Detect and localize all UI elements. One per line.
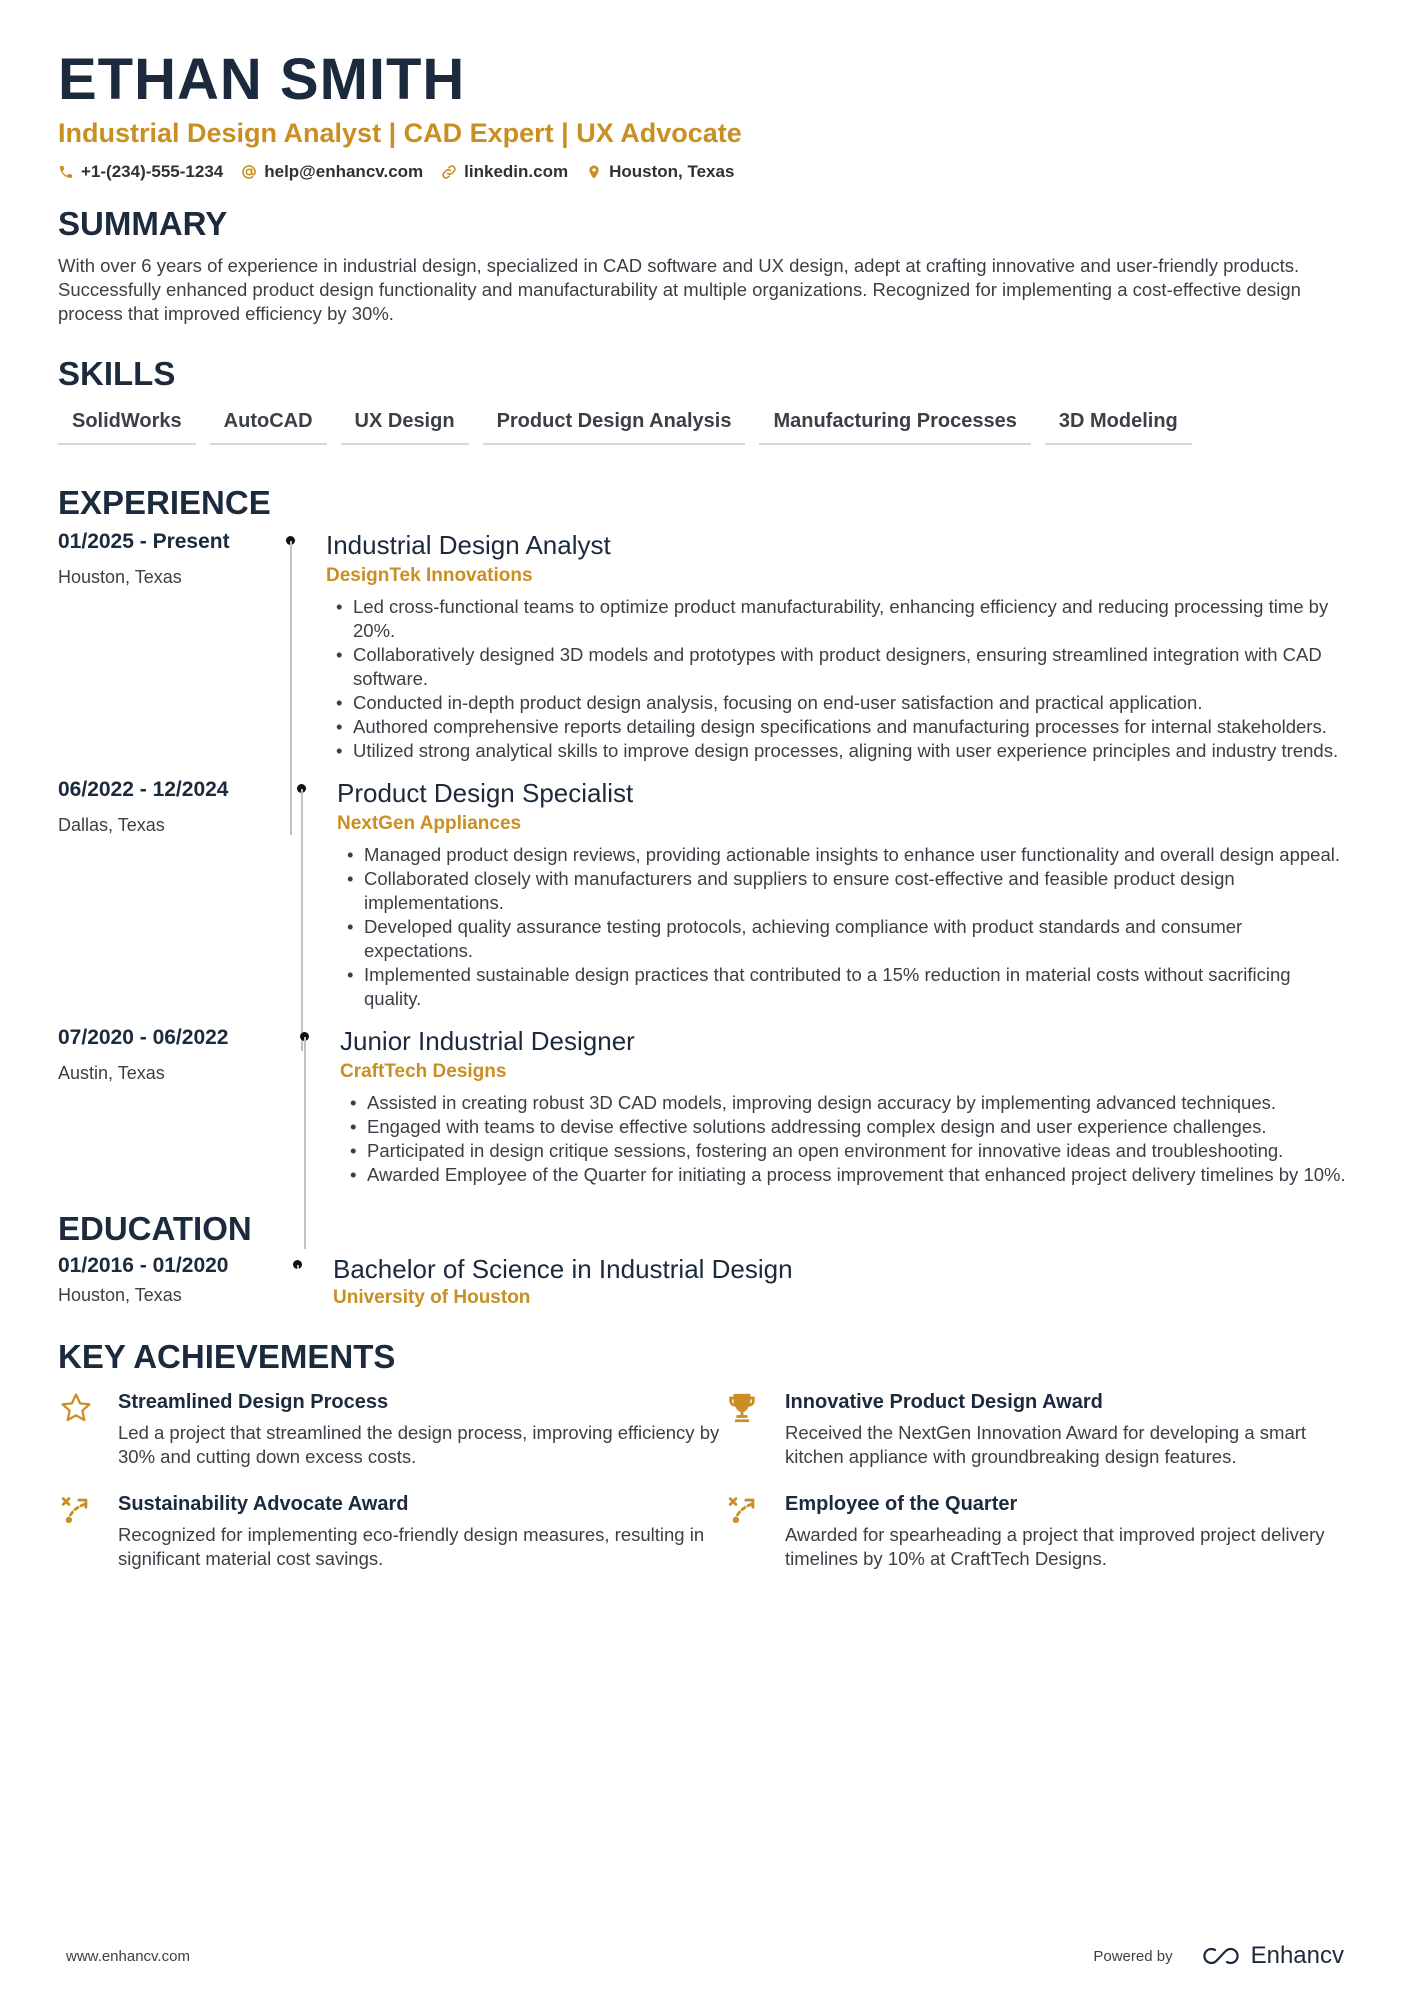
powered-by-label: Powered by [1093,1947,1173,1965]
summary-text: With over 6 years of experience in industrial design, specialized in CAD software and UX design, adept at crafting innovative and user-friendly products. Successfully enhanced product design functionality and manufacturability at multiple organizations. Recognized for implementing a cost-effective design process that improved efficiency by 30%. [58,255,1301,324]
job-bullet: • Conducted in-depth product design analysis, focusing on end-user satisfaction and practical application. [326,691,1352,715]
skill-tag: AutoCAD [210,404,327,445]
footer-website-link[interactable]: www.enhancv.com [66,1947,190,1965]
contact-bar [58,162,1352,182]
skills-heading: SKILLS [58,355,176,392]
education-entry [58,1253,1352,1309]
achievement-desc: Awarded for spearheading a project that improved project delivery timelines by 10% at CraftTech Designs. [785,1524,1325,1569]
timeline-line [297,1265,299,1269]
timeline [297,777,337,1011]
timeline [300,1025,340,1187]
summary-section [58,204,1352,326]
achievement-title: Sustainability Advocate Award [118,1493,409,1515]
job-bullet: • Collaborated closely with manufacturers and suppliers to ensure cost-effective and feasible product design implementations. [337,867,1352,915]
job-company: NextGen Appliances [337,813,522,834]
contact-email[interactable] [241,162,423,182]
job-bullet: • Developed quality assurance testing protocols, achieving compliance with product standards and consumer expectations. [337,915,1352,963]
skill-tag: SolidWorks [58,404,196,445]
job-entry [58,777,1352,1011]
achievement-title: Employee of the Quarter [785,1493,1018,1515]
achievement-item [58,1389,725,1469]
job-entry [58,529,1352,763]
education-heading: EDUCATION [58,1210,252,1247]
education-location: Houston, Texas [58,1285,182,1305]
achievement-desc: Recognized for implementing eco-friendly design measures, resulting in significant material cost savings. [118,1524,705,1569]
contact-phone[interactable] [58,162,223,182]
job-title: Junior Industrial Designer [340,1026,635,1056]
achievement-item [725,1491,1345,1571]
skill-tag: UX Design [341,404,469,445]
job-dates: 01/2025 - Present [58,530,230,553]
job-bullet: • Assisted in creating robust 3D CAD models, improving design accuracy by implementing advanced techniques. [340,1091,1352,1115]
achievement-item [58,1491,725,1571]
job-bullets [340,1091,1352,1187]
education-dates: 01/2016 - 01/2020 [58,1254,229,1277]
achievement-desc: Received the NextGen Innovation Award for developing a smart kitchen appliance with groundbreaking design features. [785,1422,1307,1467]
achievement-title: Innovative Product Design Award [785,1391,1103,1413]
job-bullet: • Authored comprehensive reports detailing design specifications and manufacturing processes for internal stakeholders. [326,715,1352,739]
job-location: Austin, Texas [58,1063,165,1083]
enhancv-logo[interactable] [1199,1942,1344,1970]
at-icon [241,164,257,180]
linkedin-text: linkedin.com [464,162,569,181]
location-text: Houston, Texas [609,162,735,181]
strategy-icon [58,1493,94,1527]
achievements-grid [58,1389,1352,1571]
skill-tag: 3D Modeling [1045,404,1192,445]
job-bullet: • Led cross-functional teams to optimize product manufacturability, enhancing efficiency and reducing processing time by 20%. [326,595,1352,643]
achievement-desc: Led a project that streamlined the design process, improving efficiency by 30% and cutting down excess costs. [118,1422,720,1467]
job-bullet: • Managed product design reviews, providing actionable insights to enhance user functionality and overall design appeal. [337,843,1352,867]
enhancv-logo-icon [1199,1944,1243,1968]
candidate-tagline: Industrial Design Analyst | CAD Expert | UX Advocate [58,118,742,148]
skills-section [58,354,1352,445]
job-title: Product Design Specialist [337,778,634,808]
job-title: Industrial Design Analyst [326,530,611,560]
strategy-icon [725,1493,761,1527]
brand-name: Enhancv [1250,1942,1344,1969]
job-location: Dallas, Texas [58,815,165,835]
degree-title: Bachelor of Science in Industrial Design [333,1254,793,1284]
email-text: help@enhancv.com [264,162,424,181]
summary-heading: SUMMARY [58,205,228,242]
job-location: Houston, Texas [58,567,182,587]
phone-text: +1-(234)-555-1234 [81,162,224,181]
job-bullet: • Implemented sustainable design practices that contributed to a 15% reduction in material costs without sacrificing quality. [337,963,1352,1011]
timeline [286,529,326,763]
link-icon [441,164,457,180]
job-company: DesignTek Innovations [326,565,533,586]
contact-location [586,162,734,182]
experience-heading: EXPERIENCE [58,484,271,521]
phone-icon [58,164,74,180]
job-bullet: • Engaged with teams to devise effective solutions addressing complex design and user experience challenges. [340,1115,1352,1139]
candidate-name: ETHAN SMITH [58,47,466,112]
job-bullets [337,843,1352,1011]
education-section [58,1209,1352,1309]
skill-tag: Product Design Analysis [483,404,746,445]
job-dates: 07/2020 - 06/2022 [58,1026,229,1049]
job-bullet: • Collaboratively designed 3D models and prototypes with product designers, ensuring streamlined integration with CAD software. [326,643,1352,691]
skill-list [58,404,1352,445]
achievement-title: Streamlined Design Process [118,1391,389,1413]
timeline-line [301,789,303,1051]
achievements-section [58,1337,1352,1571]
job-entry [58,1025,1352,1187]
job-company: CraftTech Designs [340,1061,507,1082]
job-dates: 06/2022 - 12/2024 [58,778,229,801]
job-bullet: • Participated in design critique sessions, fostering an open environment for innovative ideas and troubleshooting. [340,1139,1352,1163]
skill-tag: Manufacturing Processes [759,404,1030,445]
job-bullets [326,595,1352,763]
location-pin-icon [586,164,602,180]
job-bullet: • Utilized strong analytical skills to improve design processes, aligning with user experience principles and industry trends. [326,739,1352,763]
achievements-heading: KEY ACHIEVEMENTS [58,1338,396,1375]
achievement-item [725,1389,1345,1469]
experience-section [58,483,1352,1187]
page-footer [66,1942,1344,1970]
timeline [293,1253,333,1309]
star-icon [58,1391,94,1425]
contact-linkedin[interactable] [441,162,568,182]
job-bullet: • Awarded Employee of the Quarter for initiating a process improvement that enhanced project delivery timelines by 10%. [340,1163,1352,1187]
trophy-icon [725,1391,759,1425]
timeline-line [304,1037,306,1249]
school-name: University of Houston [333,1287,531,1308]
